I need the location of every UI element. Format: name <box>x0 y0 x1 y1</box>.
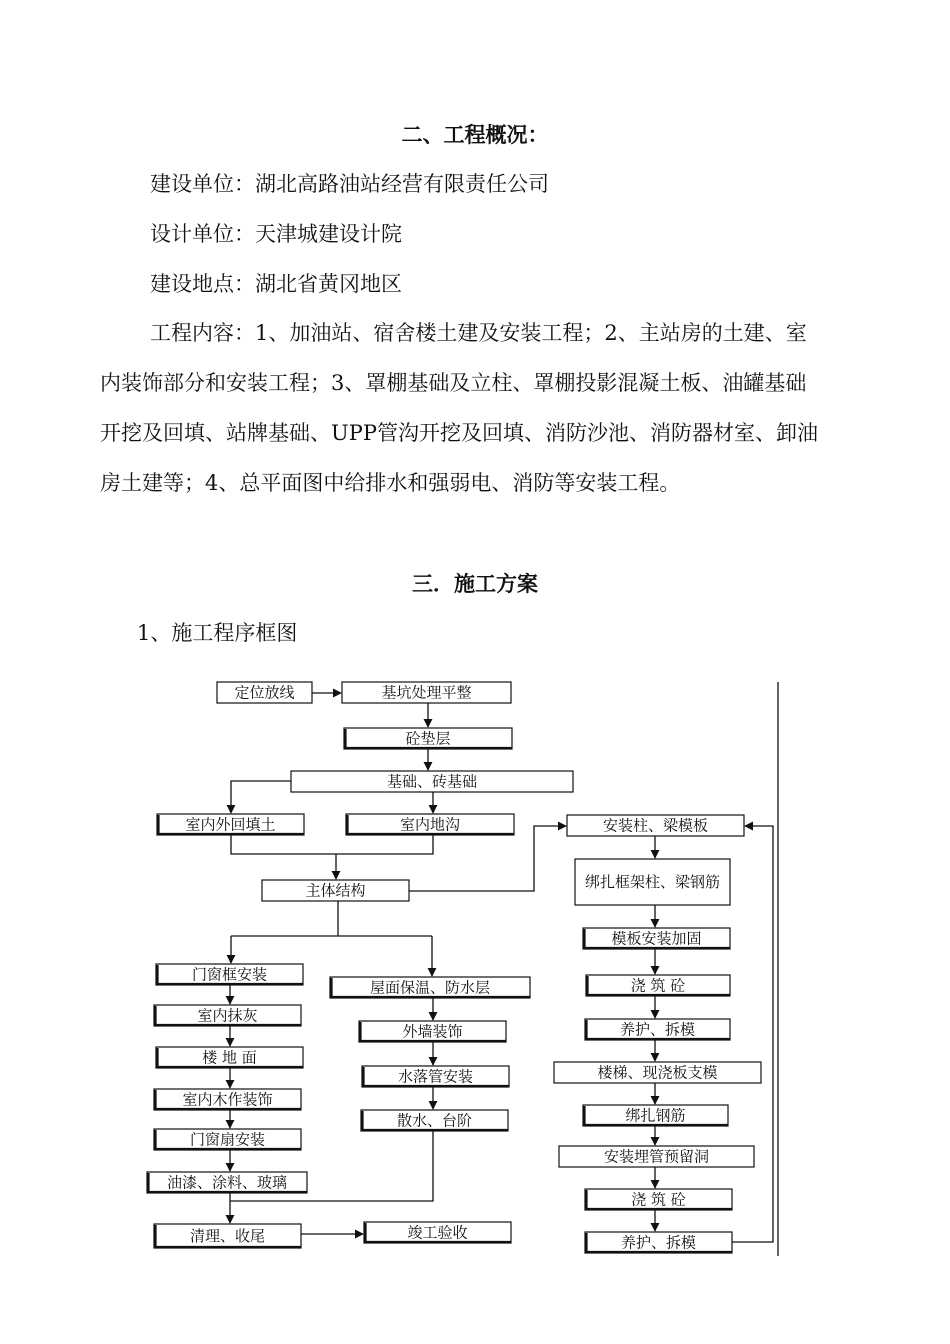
flow-connector-6 <box>231 835 433 854</box>
flow-node-youqi <box>147 1172 307 1193</box>
flow-label-louti: 楼梯、现浇板支模 <box>597 1063 718 1082</box>
flow-label-menchuangshan: 门窗扇安装 <box>189 1130 266 1149</box>
flow-label-qingli: 清理、收尾 <box>189 1227 266 1245</box>
design-unit: 设计单位：天津城建设计院 <box>150 222 402 246</box>
flowchart-subheading: 1、施工程序框图 <box>137 621 298 645</box>
construction-location: 建设地点：湖北省黄冈地区 <box>150 272 402 296</box>
flow-node-louti <box>554 1062 761 1083</box>
flow-label-wumian: 屋面保温、防水层 <box>369 978 491 997</box>
content-line-1: 工程内容：1、加油站、宿舍楼土建及安装工程；2、主站房的土建、室 <box>150 321 807 345</box>
content-line-3: 开挖及回填、站牌基础、UPP管沟开挖及回填、消防沙池、消防器材室、卸油 <box>100 421 818 445</box>
flow-label-zhumoban: 安装柱、梁模板 <box>602 816 709 835</box>
flow-label-shuiluo: 水落管安装 <box>397 1067 474 1086</box>
flow-label-yanghu1: 养护、拆模 <box>619 1020 696 1039</box>
flow-node-qingli <box>154 1224 301 1248</box>
flow-node-menchuangshan <box>154 1129 301 1150</box>
flow-node-sanshui <box>361 1110 508 1131</box>
flow-node-maiguan <box>559 1146 754 1167</box>
flow-label-zhuti: 主体结构 <box>305 881 366 900</box>
flow-label-digou: 室内地沟 <box>399 815 461 834</box>
content-line-2: 内装饰部分和安装工程；3、罩棚基础及立柱、罩棚投影混凝土板、油罐基础 <box>100 371 807 395</box>
flow-node-gangjin <box>583 1105 728 1126</box>
flow-node-menchuangkuang <box>156 964 303 985</box>
flow-node-jiagu <box>583 928 730 949</box>
flow-label-youqi: 油漆、涂料、玻璃 <box>166 1173 288 1192</box>
flow-node-jungong <box>364 1222 511 1243</box>
flow-label-huitian: 室内外回填土 <box>185 815 276 834</box>
flow-label-jiaozhu2: 浇 筑 砼 <box>631 1190 686 1209</box>
flow-node-jiaozhu1 <box>586 975 730 996</box>
section-three-heading: 三．施工方案 <box>412 571 538 596</box>
flow-node-digou <box>346 814 514 835</box>
flow-node-jichu <box>291 771 573 792</box>
flow-label-dingwei: 定位放线 <box>234 683 295 702</box>
flow-node-bangzha <box>575 859 730 905</box>
flow-node-mohui <box>154 1005 301 1026</box>
flow-label-dianceng: 砼垫层 <box>405 729 451 748</box>
flow-label-maiguan: 安装埋管预留洞 <box>603 1147 710 1166</box>
flow-label-waiqiang: 外墙装饰 <box>402 1022 463 1041</box>
flow-node-zhuti <box>262 880 409 901</box>
flow-label-jikeng: 基坑处理平整 <box>381 683 472 702</box>
flow-node-dianceng <box>344 728 512 749</box>
flow-connector-4 <box>231 781 291 813</box>
flow-connector-33 <box>732 826 773 1242</box>
flow-node-zhumoban <box>567 815 744 836</box>
flow-node-yanghu1 <box>585 1019 730 1040</box>
flow-label-bangzha: 绑扎框架柱、梁钢筋 <box>584 873 721 891</box>
content-line-4: 房土建等；4、总平面图中给排水和强弱电、消防等安装工程。 <box>100 471 681 495</box>
flow-node-huitian <box>157 814 304 835</box>
flow-label-jungong: 竣工验收 <box>407 1223 468 1242</box>
flow-label-gangjin: 绑扎钢筋 <box>625 1106 686 1125</box>
flow-node-jiaozhu2 <box>585 1189 732 1210</box>
flow-node-dingwei <box>217 682 312 703</box>
flow-node-yanghu2 <box>585 1232 732 1253</box>
flow-label-jiaozhu1: 浇 筑 砼 <box>630 976 686 995</box>
flow-label-jichu: 基础、砖基础 <box>386 772 478 791</box>
flow-label-yanghu2: 养护、拆模 <box>620 1233 697 1252</box>
flow-node-wumian <box>330 977 530 998</box>
flow-node-shuiluo <box>362 1066 509 1087</box>
flow-node-jikeng <box>342 682 511 703</box>
section-two-heading: 二、工程概况： <box>401 122 549 147</box>
flow-node-loudimian <box>156 1047 303 1068</box>
flow-label-menchuangkuang: 门窗框安装 <box>191 965 268 984</box>
flow-label-muzuo: 室内木作装饰 <box>182 1090 273 1109</box>
flow-label-sanshui: 散水、台阶 <box>396 1111 473 1130</box>
flow-label-mohui: 室内抹灰 <box>197 1006 258 1025</box>
flow-node-muzuo <box>154 1089 301 1110</box>
flow-node-waiqiang <box>359 1021 506 1042</box>
construction-unit: 建设单位：湖北高路油站经营有限责任公司 <box>150 172 549 196</box>
flow-label-loudimian: 楼 地 面 <box>202 1048 257 1067</box>
flow-label-jiagu: 模板安装加固 <box>611 929 702 948</box>
